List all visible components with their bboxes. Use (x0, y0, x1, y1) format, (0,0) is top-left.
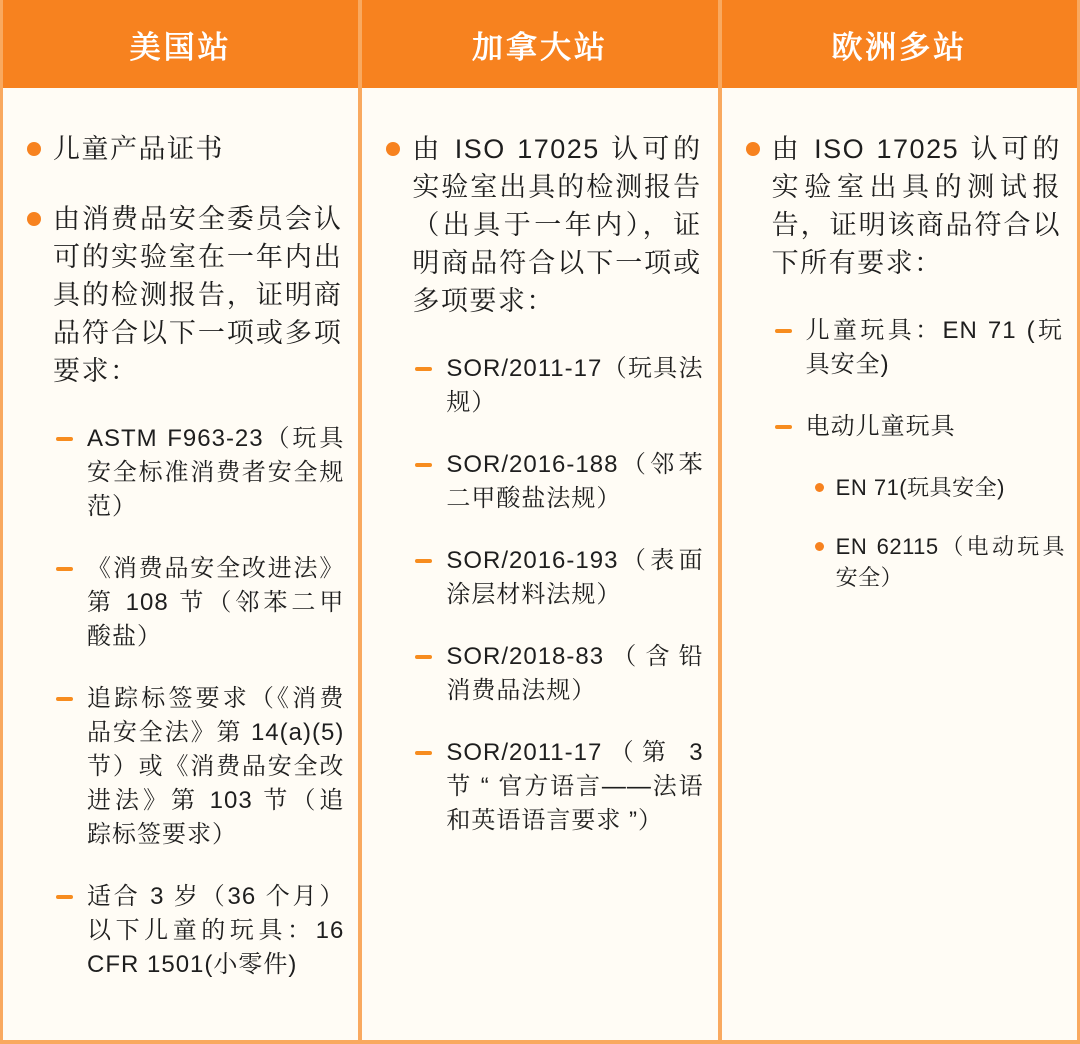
dash-icon (415, 367, 432, 371)
list-item (3, 130, 358, 168)
dash-icon (775, 425, 792, 429)
column-body-us (3, 88, 358, 1040)
list-item (3, 552, 358, 654)
dash-icon (415, 655, 432, 659)
bullet-icon (27, 142, 41, 156)
dash-icon (775, 329, 792, 333)
item-text: 追踪标签要求（《消费品安全法》第 14(a)(5) 节）或《消费品安全改进法》第 103 节（追踪标签要求） (87, 685, 345, 848)
list-item (722, 130, 1077, 282)
item-text: 适合 3 岁（36 个月）以下儿童的玩具：16 CFR 1501(小零件) (87, 883, 345, 978)
bullet-icon (27, 212, 41, 226)
item-text: SOR/2016-193（表面涂层材料法规） (446, 547, 704, 608)
list-item (3, 682, 358, 852)
bullet-icon (386, 142, 400, 156)
dash-icon (56, 437, 73, 441)
dash-icon (415, 559, 432, 563)
dash-icon (56, 567, 73, 571)
list-item (362, 736, 717, 838)
column-header-us: 美国站 (3, 0, 358, 88)
dash-icon (56, 895, 73, 899)
dash-icon (415, 751, 432, 755)
column-header-canada: 加拿大站 (362, 0, 717, 88)
item-text: SOR/2011-17（第 3 节 “ 官方语言——法语和英语语言要求 ”） (446, 739, 704, 834)
sub-bullet-icon (815, 542, 824, 551)
list-item (362, 640, 717, 708)
list-item (362, 130, 717, 320)
list-item (362, 352, 717, 420)
list-item (3, 422, 358, 524)
item-text: 儿童产品证书 (53, 134, 224, 164)
dash-icon (56, 697, 73, 701)
item-text: 由 ISO 17025 认可的实验室出具的检测报告（出具于一年内），证明商品符合以下一项或多项要求： (412, 134, 702, 316)
item-text: 《消费品安全改进法》第 108 节（邻苯二甲酸盐） (87, 555, 345, 650)
bullet-icon (746, 142, 760, 156)
column-us (3, 0, 358, 1040)
list-item (362, 448, 717, 516)
item-text: EN 71(玩具安全) (835, 475, 1005, 500)
item-text: SOR/2016-188（邻苯二甲酸盐法规） (446, 451, 704, 512)
list-item (362, 544, 717, 612)
item-text: 儿童玩具：EN 71 (玩具安全) (805, 317, 1063, 378)
list-item (722, 531, 1077, 593)
sub-bullet-icon (815, 483, 824, 492)
dash-icon (415, 463, 432, 467)
column-body-canada (362, 88, 717, 1040)
column-europe (718, 0, 1077, 1040)
item-text: SOR/2011-17（玩具法规） (446, 355, 704, 416)
list-item (722, 314, 1077, 382)
column-body-europe (722, 88, 1077, 1040)
item-text: 由 ISO 17025 认可的实验室出具的测试报告，证明该商品符合以下所有要求： (771, 134, 1061, 278)
list-item (3, 880, 358, 982)
list-item (3, 200, 358, 390)
item-text: ASTM F963-23（玩具安全标准消费者安全规范） (87, 425, 345, 520)
item-text: 电动儿童玩具 (805, 413, 956, 440)
list-item (722, 410, 1077, 444)
item-text: 由消费品安全委员会认可的实验室在一年内出具的检测报告，证明商品符合以下一项或多项要求： (53, 204, 343, 386)
column-header-europe: 欧洲多站 (722, 0, 1077, 88)
list-item (722, 472, 1077, 503)
item-text: EN 62115（电动玩具安全） (835, 534, 1065, 590)
column-canada (358, 0, 717, 1040)
item-text: SOR/2018-83（含铅消费品法规） (446, 643, 704, 704)
